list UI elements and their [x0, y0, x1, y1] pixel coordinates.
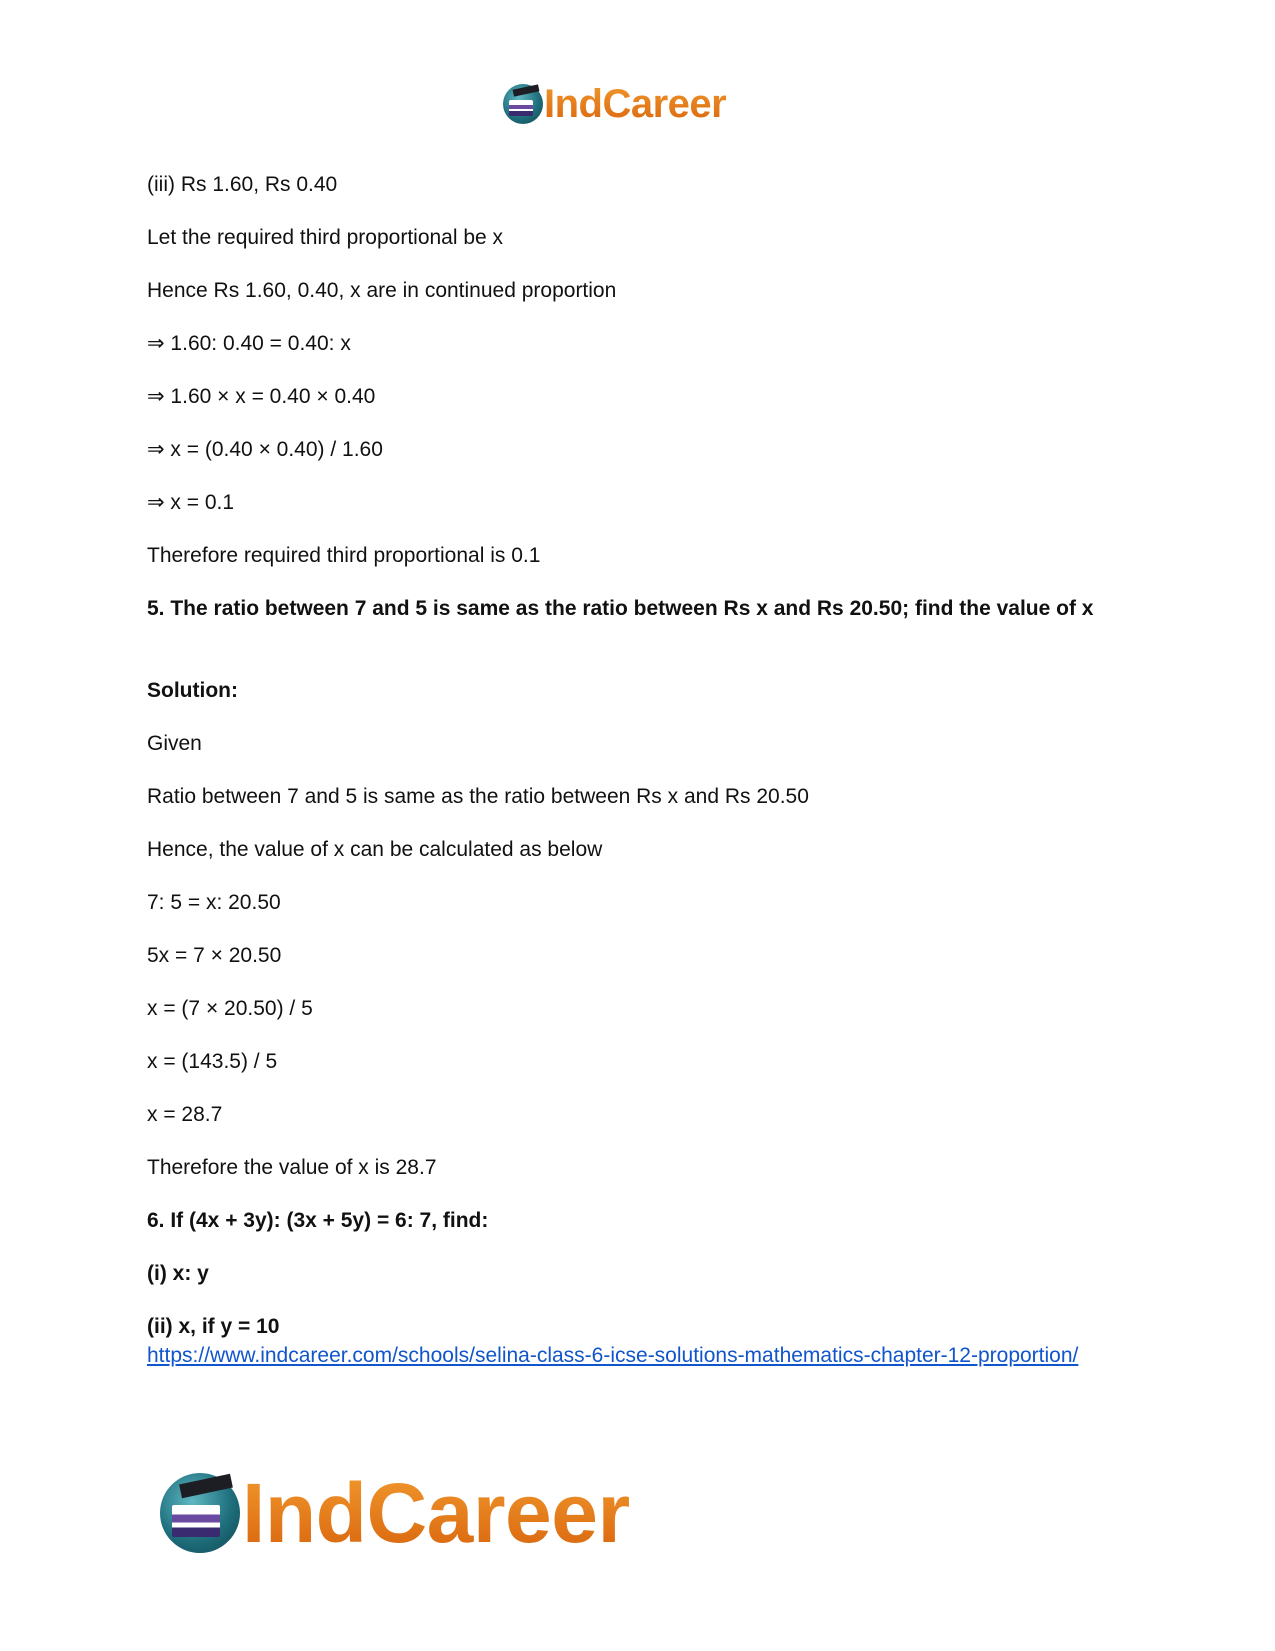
equation-line: ⇒ x = (0.40 × 0.40) / 1.60 — [147, 438, 383, 461]
header-logo — [503, 80, 726, 128]
source-link[interactable]: https://www.indcareer.com/schools/selina-class-6-icse-solutions-mathematics-chapter-12-proportion/ — [147, 1344, 1079, 1367]
equation-line: 7: 5 = x: 20.50 — [147, 891, 281, 914]
equation-line: x = (7 × 20.50) / 5 — [147, 997, 313, 1020]
statement-line: Hence, the value of x can be calculated as below — [147, 838, 603, 861]
statement-line: Hence Rs 1.60, 0.40, x are in continued proportion — [147, 279, 617, 302]
statement-line: Ratio between 7 and 5 is same as the ratio between Rs x and Rs 20.50 — [147, 785, 809, 808]
equation-line: ⇒ 1.60 × x = 0.40 × 0.40 — [147, 385, 376, 408]
statement-line: Let the required third proportional be x — [147, 226, 504, 249]
graduation-books-globe-icon — [160, 1473, 240, 1553]
statement-line: Given — [147, 732, 202, 755]
header-logo-text: IndCareer — [544, 82, 727, 126]
subpart-heading: (iii) Rs 1.60, Rs 0.40 — [147, 173, 338, 196]
graduation-books-globe-icon — [503, 84, 543, 124]
conclusion-line: Therefore required third proportional is 0.1 — [147, 544, 541, 567]
footer-logo — [160, 1468, 630, 1558]
equation-line: x = 28.7 — [147, 1103, 223, 1126]
footer-logo-text: IndCareer — [242, 1466, 630, 1560]
question-heading: 6. If (4x + 3y): (3x + 5y) = 6: 7, find: — [147, 1209, 489, 1232]
solution-label: Solution: — [147, 679, 238, 702]
question-heading: 5. The ratio between 7 and 5 is same as the ratio between Rs x and Rs 20.50; find the value of x — [147, 597, 1094, 620]
subpart-heading: (i) x: y — [147, 1262, 209, 1285]
conclusion-line: Therefore the value of x is 28.7 — [147, 1156, 437, 1179]
equation-line: x = (143.5) / 5 — [147, 1050, 278, 1073]
equation-line: ⇒ x = 0.1 — [147, 491, 235, 514]
subpart-heading: (ii) x, if y = 10 — [147, 1315, 280, 1338]
equation-line: 5x = 7 × 20.50 — [147, 944, 282, 967]
equation-line: ⇒ 1.60: 0.40 = 0.40: x — [147, 332, 351, 355]
